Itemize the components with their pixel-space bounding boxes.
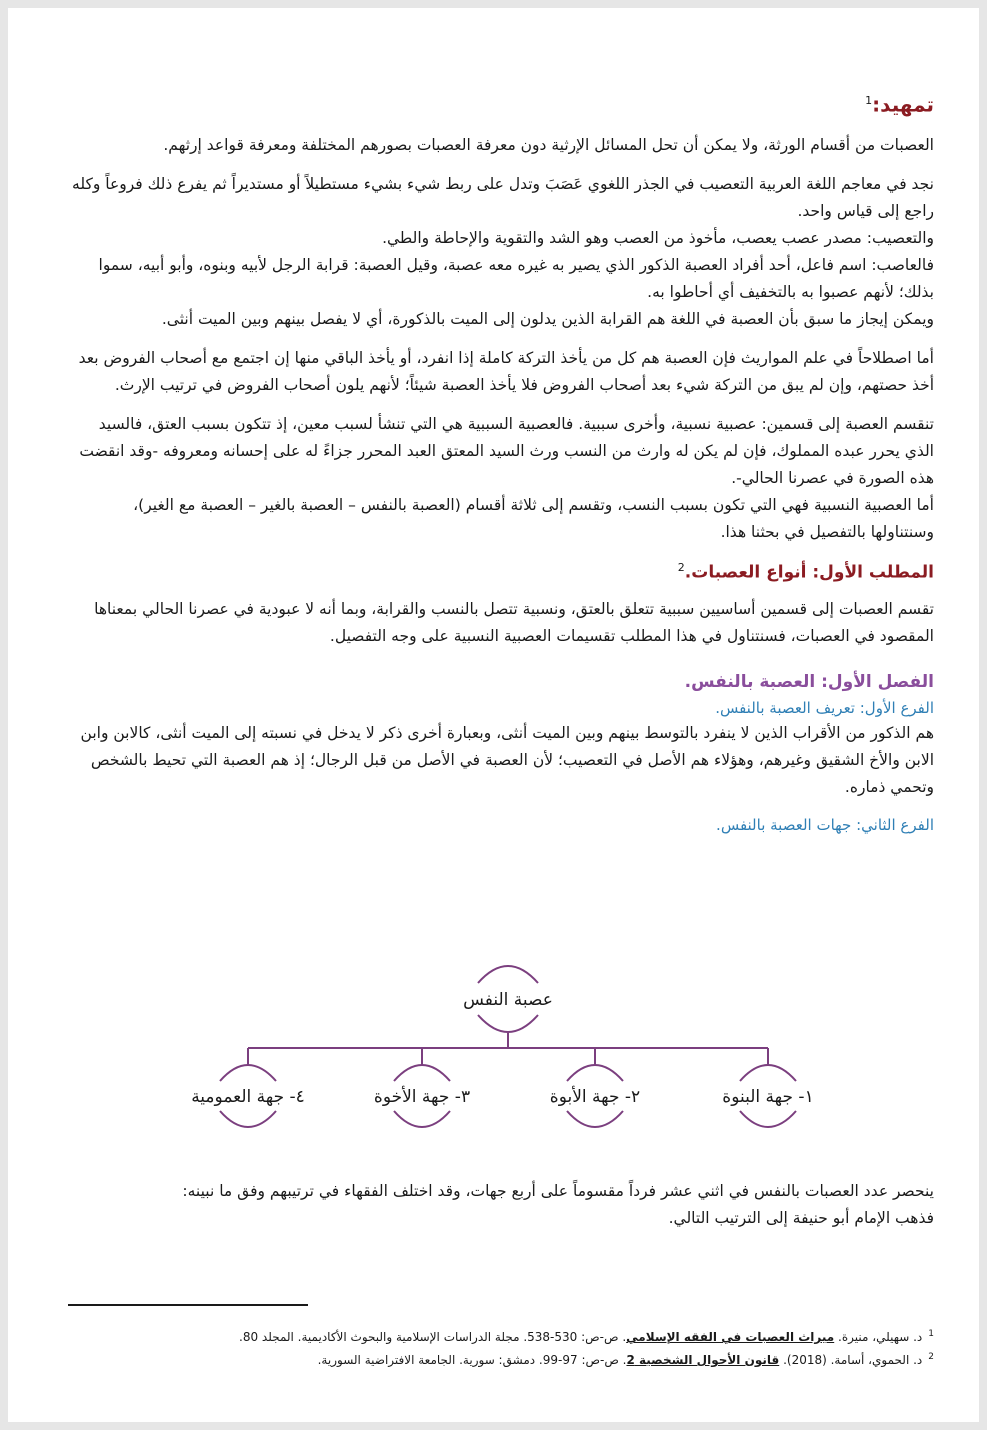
paragraph-2: نجد في معاجم اللغة العربية التعصيب في الجذر اللغوي عَصَبَ وتدل على ربط شيء بشيء مستطيلاً أو مستديراً ثم يفرع ذلك فروعاً وكله راجع إلى قياس واحد. [72,174,934,220]
root-arc-bottom [478,1015,538,1032]
branch-1-heading: الفرع الأول: تعريف العصبة بالنفس. [715,699,934,718]
footnote-2-details: . ص-ص: 97-99. دمشق: سورية. الجامعة الافتراضية السورية. [317,1353,627,1367]
section-paragraph: تقسم العصبات إلى قسمين أساسيين سببية تتعلق بالعتق، ونسبية تتصل بالنسب والقرابة، وبما أنه لا عبودية في عصرنا الحالي بمعناها المقصود في العصبات، فسنتناول في هذا المطلب تقسيمات العصبية النسبية على وجه التفصيل. [94,600,934,646]
closing-line-1: ينحصر عدد العصبات بالنفس في اثني عشر فرداً مقسوماً على أربع جهات، وقد اختلف الفقهاء في ترتيبهم وفق ما نبينه: [182,1182,934,1200]
chapter-heading: الفصل الأول: العصبة بالنفس. [684,672,934,693]
section-heading [68,554,934,587]
node-label-2: ٢- جهة الأبوة [549,1087,641,1107]
paragraph-8: أما العصبية النسبية فهي التي تكون بسبب النسب، وتقسم إلى ثلاثة أقسام (العصبة بالنفس – العصبة بالغير – العصبة مع الغير)، وسنتناولها بالتفصيل في بحثنا هذا. [133,495,934,541]
node-3-arc-top [394,1065,450,1081]
paragraph-3: والتعصيب: مصدر عصب يعصب، مأخوذ من العصب وهو الشد والتقوية والإحاطة والطي. [382,228,934,247]
node-1-arc-bottom [740,1111,796,1127]
paragraph-1: العصبات من أقسام الورثة، ولا يمكن أن تحل المسائل الإرثية دون معرفة العصبات بصورهم المختلفة ومعرفة قواعد إرثهم. [163,135,934,154]
node-2-arc-bottom [567,1111,623,1127]
node-label-3: ٣- جهة الأخوة [373,1087,471,1107]
node-label-4: ٤- جهة العمومية [191,1087,305,1107]
intro-heading-text: تمهيد: [872,92,934,117]
node-label-1: ١- جهة البنوة [722,1087,814,1107]
footnote-1-author: د. سهيلي، منيرة. [838,1330,923,1344]
footnote-2-title: قانون الأحوال الشخصية 2 [626,1353,780,1367]
closing-line-2: فذهب الإمام أبو حنيفة إلى الترتيب التالي. [668,1209,934,1227]
footnotes [68,1324,934,1370]
paragraph-5: ويمكن إيجاز ما سبق بأن العصبة في اللغة هم القرابة الذين يدلون إلى الميت بالذكورة، أي لا يفصل بينهم وبين الميت أنثى. [161,309,934,328]
node-1-arc-top [740,1065,796,1081]
paragraph-6: أما اصطلاحاً في علم المواريث فإن العصبة هم كل من يأخذ التركة كاملة إذا انفرد، أو يأخذ الباقي منها إن اجتمع مع أصحاب الفروض بعد أخذ حصتهم، وإن لم يبق من التركة شيء بعد أصحاب الفروض فلا يأخذ العصبة شيئاً؛ لأنهم يلون أصحاب الفروض في ترتيب الإرث. [78,348,934,394]
footnote-1 [68,1324,934,1347]
section-heading-text: المطلب الأول: أنواع العصبات. [684,562,934,583]
paragraph-4: فالعاصب: اسم فاعل، أحد أفراد العصبة الذكور الذي يصير به غيره معه عصبة، وقيل العصبة: قرابة الرجل لأبيه وبنوه، وأبو أبيه، سموا بذلك؛ لأنهم عصبوا به بالتخفيف أي أحاطوا به. [98,255,934,301]
footnote-1-number: 1 [928,1329,934,1339]
footnote-ref-2[interactable]: 2 [677,560,685,574]
footnote-1-title: ميراث العصبات في الفقه الإسلامي [626,1330,835,1344]
footnote-separator [68,1304,308,1306]
footnote-2-number: 2 [928,1352,934,1362]
intro-heading [68,86,934,120]
footnote-ref-1[interactable]: 1 [865,94,873,107]
paragraph-7: تنقسم العصبة إلى قسمين: عصبية نسبية، وأخرى سببية. فالعصبية السببية هي التي تنشأ لسبب معين، إذ تتكون بسبب العتق، فالسيد الذي يحرر عبده المملوك، فإن لم يكن له وارث من النسب ورث السيد المعتق العبد المحرر جزاءً له على إحسانه ومعروفه -وقد انقضت هذه الصورة في عصرنا الحالي-. [79,414,934,487]
root-label: عصبة النفس [463,990,553,1010]
branch-2-heading: الفرع الثاني: جهات العصبة بالنفس. [716,816,934,835]
footnote-2-author: د. الحموي، أسامة. (2018). [783,1353,923,1367]
document-page [8,8,979,1422]
tree-diagram [8,953,979,1153]
footnote-2 [68,1347,934,1370]
closing-block [68,1178,934,1232]
footnote-1-details: . ص-ص: 530-538. مجلة الدراسات الإسلامية والبحوث الأكاديمية. المجلد 80. [239,1330,627,1344]
document-body [68,78,934,837]
node-4-arc-top [220,1065,276,1081]
branch-1-paragraph: هم الذكور من الأقراب الذين لا ينفرد بالتوسط بينهم وبين الميت أنثى، وبعبارة أخرى ذكر لا يدخل في نسبته إلى الميت أنثى، كالابن وابن الابن والأخ الشقيق وغيرهم، وهؤلاء هم الأصل في التعصيب؛ لأن العصبة في الأصل من قبل الرجال؛ إذ هم العصبة التي تحيط بالشخص وتحمي ذماره. [80,724,934,797]
node-4-arc-bottom [220,1111,276,1127]
root-arc-top [478,966,538,983]
node-3-arc-bottom [394,1111,450,1127]
node-2-arc-top [567,1065,623,1081]
